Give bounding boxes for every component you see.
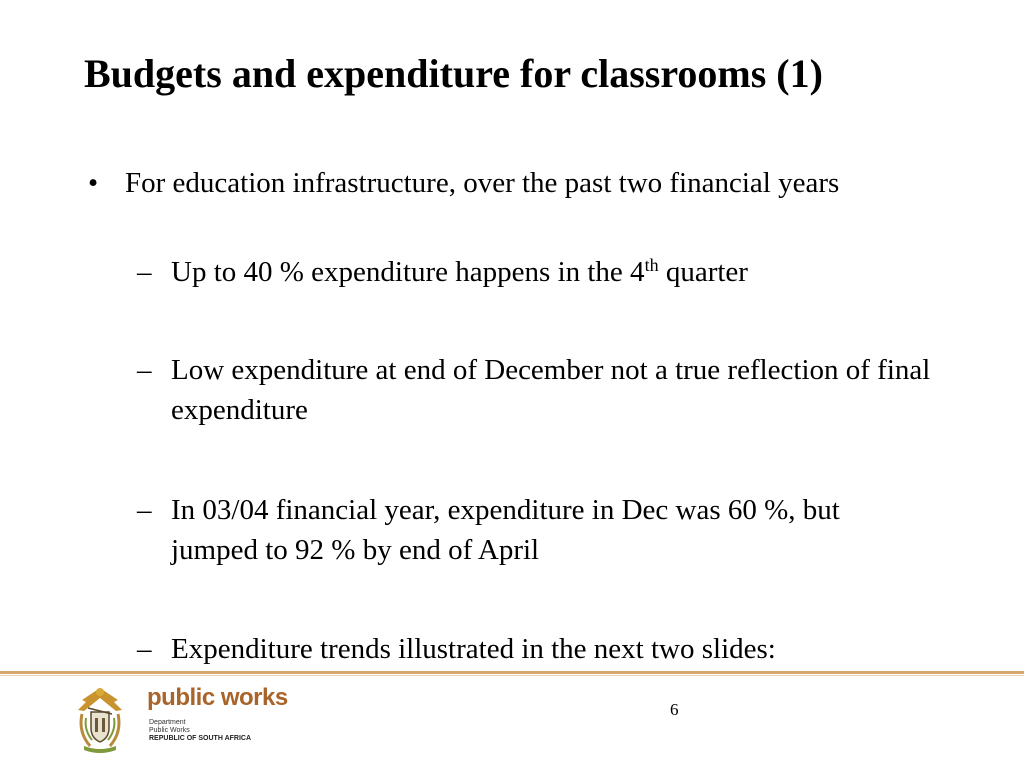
brand-line-public-works: Public Works [149,727,190,734]
dash-marker: – [137,354,152,386]
bullet-text: For education infrastructure, over the past two financial years [125,167,840,199]
sub-bullet-item-2 [137,350,931,430]
slide-title: Budgets and expenditure for classrooms (1) [84,51,823,96]
footer-divider-light [0,675,1024,676]
footer-divider [0,671,1024,674]
dash-marker: – [137,494,152,526]
brand-name: public works [147,684,288,711]
dash-marker: – [137,633,152,665]
dash-marker: – [137,256,152,288]
brand-line-republic: REPUBLIC OF SOUTH AFRICA [149,735,252,742]
sub-bullet-text [171,252,931,292]
bullet-marker: • [88,167,99,199]
sub-bullet-text: Expenditure trends illustrated in the next two slides: [171,633,776,665]
sub-bullet-item-3 [137,490,931,570]
sub-bullet-text: Low expenditure at end of December not a true reflection of final expenditure [171,354,931,426]
sub-bullet-text-before: Up to 40 % expenditure happens in the 4 [171,256,645,288]
sub-bullet-text-after: quarter [658,256,748,288]
sub-bullet-item-1 [137,252,931,292]
sub-bullet-text: In 03/04 financial year, expenditure in Dec was 60 %, but jumped to 92 % by end of April [171,494,840,566]
superscript-th: th [644,255,659,275]
page-number: 6 [670,700,679,719]
brand-line-department: Department [149,719,186,726]
brand-department-lines [149,719,251,743]
bullet-item-1 [88,163,905,203]
coat-of-arms-icon [74,684,126,754]
sub-bullet-item-4 [137,629,931,669]
